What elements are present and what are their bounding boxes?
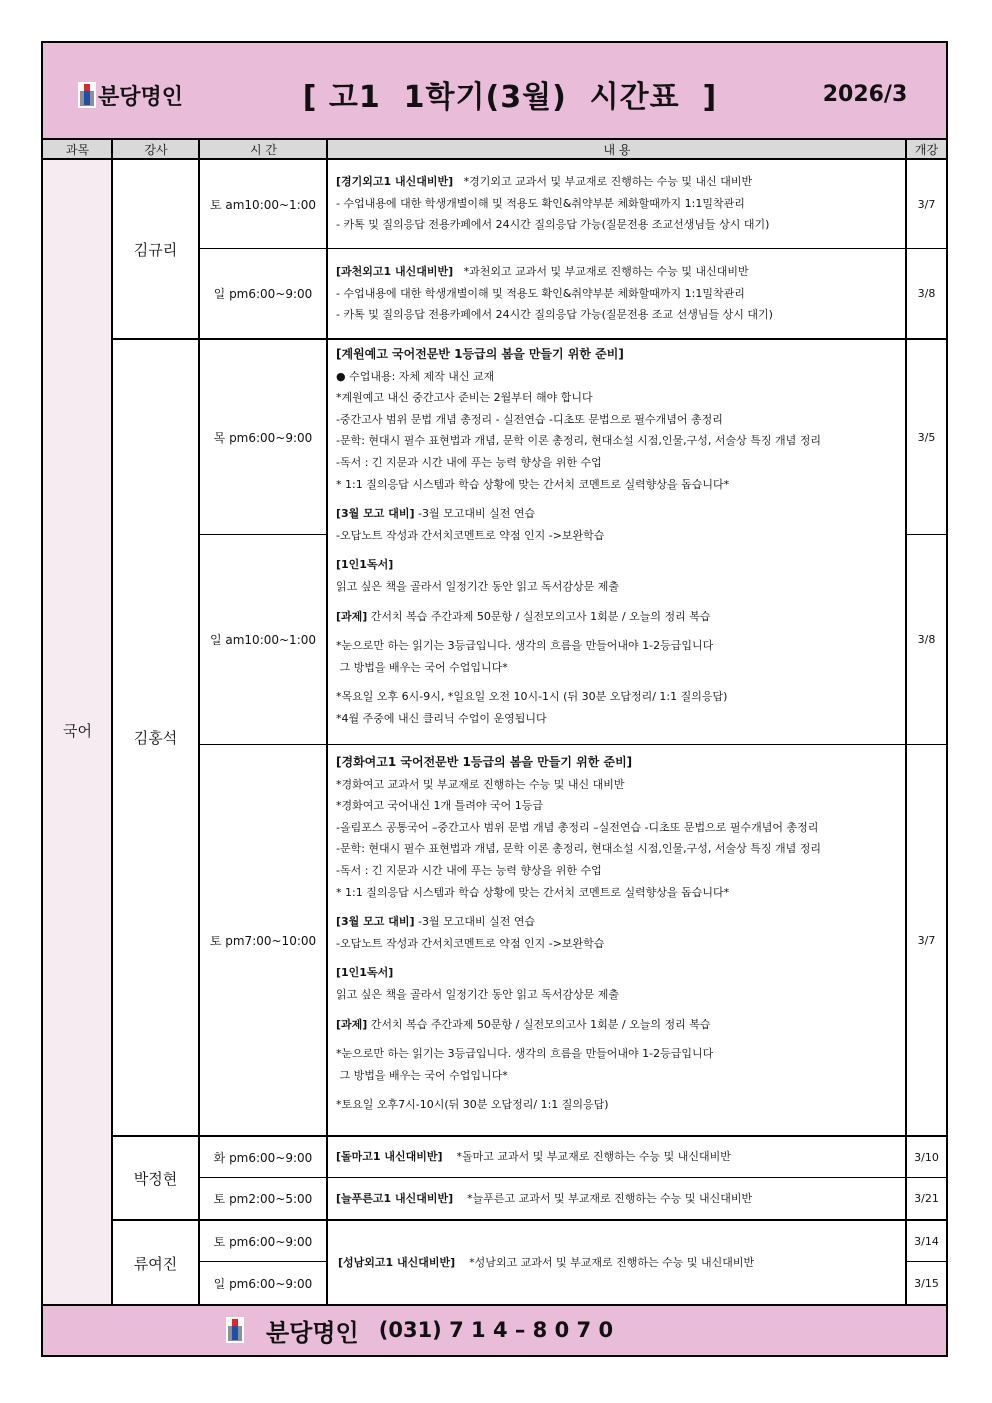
class-time: 토 pm6:00~9:00 — [213, 1234, 313, 1249]
teacher-name: 박정현 — [133, 1169, 178, 1188]
start-date: 3/8 — [917, 633, 936, 646]
class-note: *경기외고 교과서 및 부교재로 진행하는 수능 및 내신 대비반 — [463, 175, 753, 188]
start-date: 3/14 — [914, 1234, 939, 1248]
class-content — [328, 261, 905, 326]
class-time: 화 pm6:00~9:00 — [213, 1150, 313, 1165]
class-note: *돌마고 교과서 및 부교재로 진행하는 수능 및 내신대비반 — [456, 1150, 731, 1163]
class-title: [늘푸른고1 내신대비반] — [336, 1192, 454, 1205]
homework-title: [과제] — [336, 609, 368, 623]
class-line: - 카톡 및 질의응답 전용카페에서 24시간 질의응답 가능(질문전용 조교 선생님들 상시 대기) — [336, 308, 773, 322]
class-line: 읽고 싶은 책을 골라서 일정기간 동안 읽고 독서감상문 제출 — [336, 579, 619, 593]
class-line: *계원예고 내신 중간고사 준비는 2월부터 해야 합니다 — [336, 391, 593, 405]
class-time: 토 pm7:00~10:00 — [209, 933, 317, 948]
class-content — [328, 1146, 905, 1168]
class-time: 일 pm6:00~9:00 — [213, 1276, 313, 1291]
class-line: *눈으로만 하는 읽기는 3등급입니다. 생각의 흐름을 만들어내야 1-2등급입니다 — [336, 1047, 714, 1061]
col-header-teacher: 강사 — [144, 143, 168, 157]
class-line: 그 방법을 배우는 국어 수업입니다* — [336, 1068, 508, 1082]
start-date: 3/7 — [917, 933, 936, 947]
mock-title: [3월 모고 대비] — [336, 507, 415, 521]
class-title: [계원예고 국어전문반 1등급의 봄을 만들기 위한 준비] — [336, 347, 624, 361]
reading-title: [1인1독서] — [336, 558, 394, 572]
col-header-subject: 과목 — [65, 143, 90, 157]
class-line: -올림포스 공통국어 –중간고사 범위 문법 개념 총정리 –실전연습 -디초또 문법으로 필수개념어 총정리 — [336, 820, 819, 834]
class-line: -오답노트 작성과 간서치코멘트로 약점 인지 ->보완학습 — [336, 528, 605, 542]
homework-title: [과제] — [336, 1017, 368, 1031]
class-time: 일 am10:00~1:00 — [209, 633, 317, 647]
homework-text: 간서치 복습 주간과제 50문항 / 실전모의고사 1회분 / 오늘의 정리 복습 — [367, 609, 711, 623]
class-line: * 1:1 질의응답 시스템과 학습 상황에 맞는 간서치 코멘트로 실력향상을 돕습니다* — [336, 477, 730, 491]
class-title: [돌마고1 내신대비반] — [336, 1150, 443, 1163]
class-title: [성남외고1 내신대비반] — [338, 1256, 456, 1269]
footer-brand: 분당명인 — [266, 1318, 359, 1347]
class-line: -오답노트 작성과 간서치코멘트로 약점 인지 ->보완학습 — [336, 936, 605, 950]
class-line: *눈으로만 하는 읽기는 3등급입니다. 생각의 흐름을 만들어내야 1-2등급입니다 — [336, 639, 714, 653]
class-line: -중간고사 범위 문법 개념 총정리 - 실전연습 -디초또 문법으로 필수개념어 총정리 — [336, 412, 723, 426]
brand-name: 분당명인 — [98, 84, 184, 110]
class-line: - 수업내용에 대한 학생개별이해 및 적용도 확인&취약부분 체화할때까지 1:1밀착관리 — [336, 286, 745, 300]
academy-logo-icon — [78, 82, 96, 108]
footer-contact — [226, 1313, 613, 1347]
subject-label: 국어 — [63, 721, 92, 740]
page-title: [ 고1 1학기(3월) 시간표 ] — [302, 80, 718, 115]
class-line: 그 방법을 배우는 국어 수업입니다* — [336, 660, 508, 674]
header-brand — [78, 78, 183, 112]
class-note: *과천외고 교과서 및 부교재로 진행하는 수능 및 내신대비반 — [463, 265, 749, 278]
teacher-name: 김규리 — [133, 240, 178, 259]
class-line: -독서 : 긴 지문과 시간 내에 푸는 능력 향상을 위한 수업 — [336, 455, 602, 469]
class-line: *목요일 오후 6시-9시, *일요일 오전 10시-1시 (뒤 30분 오답정리/ 1:1 질의응답) — [336, 690, 728, 704]
class-bullet: ● 수업내용: 자체 제작 내신 교재 — [336, 369, 495, 383]
col-header-start: 개강 — [914, 143, 939, 157]
start-date: 3/10 — [914, 1150, 939, 1164]
class-line: -독서 : 긴 지문과 시간 내에 푸는 능력 향상을 위한 수업 — [336, 863, 602, 877]
class-title: [경화여고1 국어전문반 1등급의 봄을 만들기 위한 준비] — [336, 755, 633, 769]
class-content — [328, 1252, 905, 1274]
class-line: -문학: 현대시 필수 표현법과 개념, 문학 이론 총정리, 현대소설 시점,인물,구성, 서술상 특징 개념 정리 — [336, 842, 822, 856]
class-time: 일 pm6:00~9:00 — [213, 287, 313, 301]
class-line: 읽고 싶은 책을 골라서 일정기간 동안 읽고 독서감상문 제출 — [336, 987, 619, 1001]
start-date: 3/15 — [914, 1276, 939, 1290]
mock-text: -3월 모고대비 실전 연습 — [414, 915, 536, 929]
start-date: 3/7 — [917, 197, 936, 211]
class-time: 목 pm6:00~9:00 — [213, 430, 313, 445]
class-note: *성남외고 교과서 및 부교재로 진행하는 수능 및 내신대비반 — [469, 1256, 755, 1269]
homework-text: 간서치 복습 주간과제 50문항 / 실전모의고사 1회분 / 오늘의 정리 복습 — [367, 1017, 711, 1031]
start-date: 3/21 — [914, 1192, 939, 1205]
start-date: 3/5 — [917, 430, 936, 444]
class-line: *경화여고 교과서 및 부교재로 진행하는 수능 및 내신 대비반 — [336, 777, 625, 791]
class-line: -문학: 현대시 필수 표현법과 개념, 문학 이론 총정리, 현대소설 시점,인물,구성, 서술상 특징 개념 정리 — [336, 434, 822, 448]
class-title: [경기외고1 내신대비반] — [336, 175, 454, 188]
class-content — [328, 171, 905, 236]
class-content — [328, 752, 905, 1116]
academy-logo-icon — [226, 1317, 244, 1343]
class-content — [328, 1188, 905, 1210]
class-line: - 카톡 및 질의응답 전용카페에서 24시간 질의응답 가능(질문전용 조교선생님들 상시 대기) — [336, 218, 770, 232]
date-label: 2026/3 — [822, 81, 908, 107]
mock-text: -3월 모고대비 실전 연습 — [414, 507, 536, 521]
start-date: 3/8 — [917, 287, 936, 300]
mock-title: [3월 모고 대비] — [336, 915, 415, 929]
class-time: 토 am10:00~1:00 — [209, 197, 317, 212]
class-line: * 1:1 질의응답 시스템과 학습 상황에 맞는 간서치 코멘트로 실력향상을 돕습니다* — [336, 885, 730, 899]
teacher-name: 류여진 — [133, 1254, 178, 1273]
class-line: *4월 주중에 내신 클리닉 수업이 운영됩니다 — [336, 711, 547, 725]
class-line: *토요일 오후7시-10시(뒤 30분 오답정리/ 1:1 질의응답) — [336, 1098, 609, 1112]
class-content — [328, 344, 905, 730]
class-time: 토 pm2:00~5:00 — [213, 1192, 313, 1206]
class-note: *늘푸른고 교과서 및 부교재로 진행하는 수능 및 내신대비반 — [467, 1192, 753, 1205]
reading-title: [1인1독서] — [336, 966, 394, 980]
footer-phone: (031) 7 1 4 – 8 0 7 0 — [378, 1318, 614, 1342]
col-header-time: 시 간 — [250, 143, 277, 157]
class-title: [과천외고1 내신대비반] — [336, 265, 454, 278]
teacher-name: 김홍석 — [133, 728, 178, 747]
class-line: *경화여고 국어내신 1개 틀려야 국어 1등급 — [336, 799, 543, 813]
class-line: - 수업내용에 대한 학생개별이해 및 적용도 확인&취약부분 체화할때까지 1:1밀착관리 — [336, 196, 745, 210]
col-header-content: 내 용 — [603, 143, 631, 157]
